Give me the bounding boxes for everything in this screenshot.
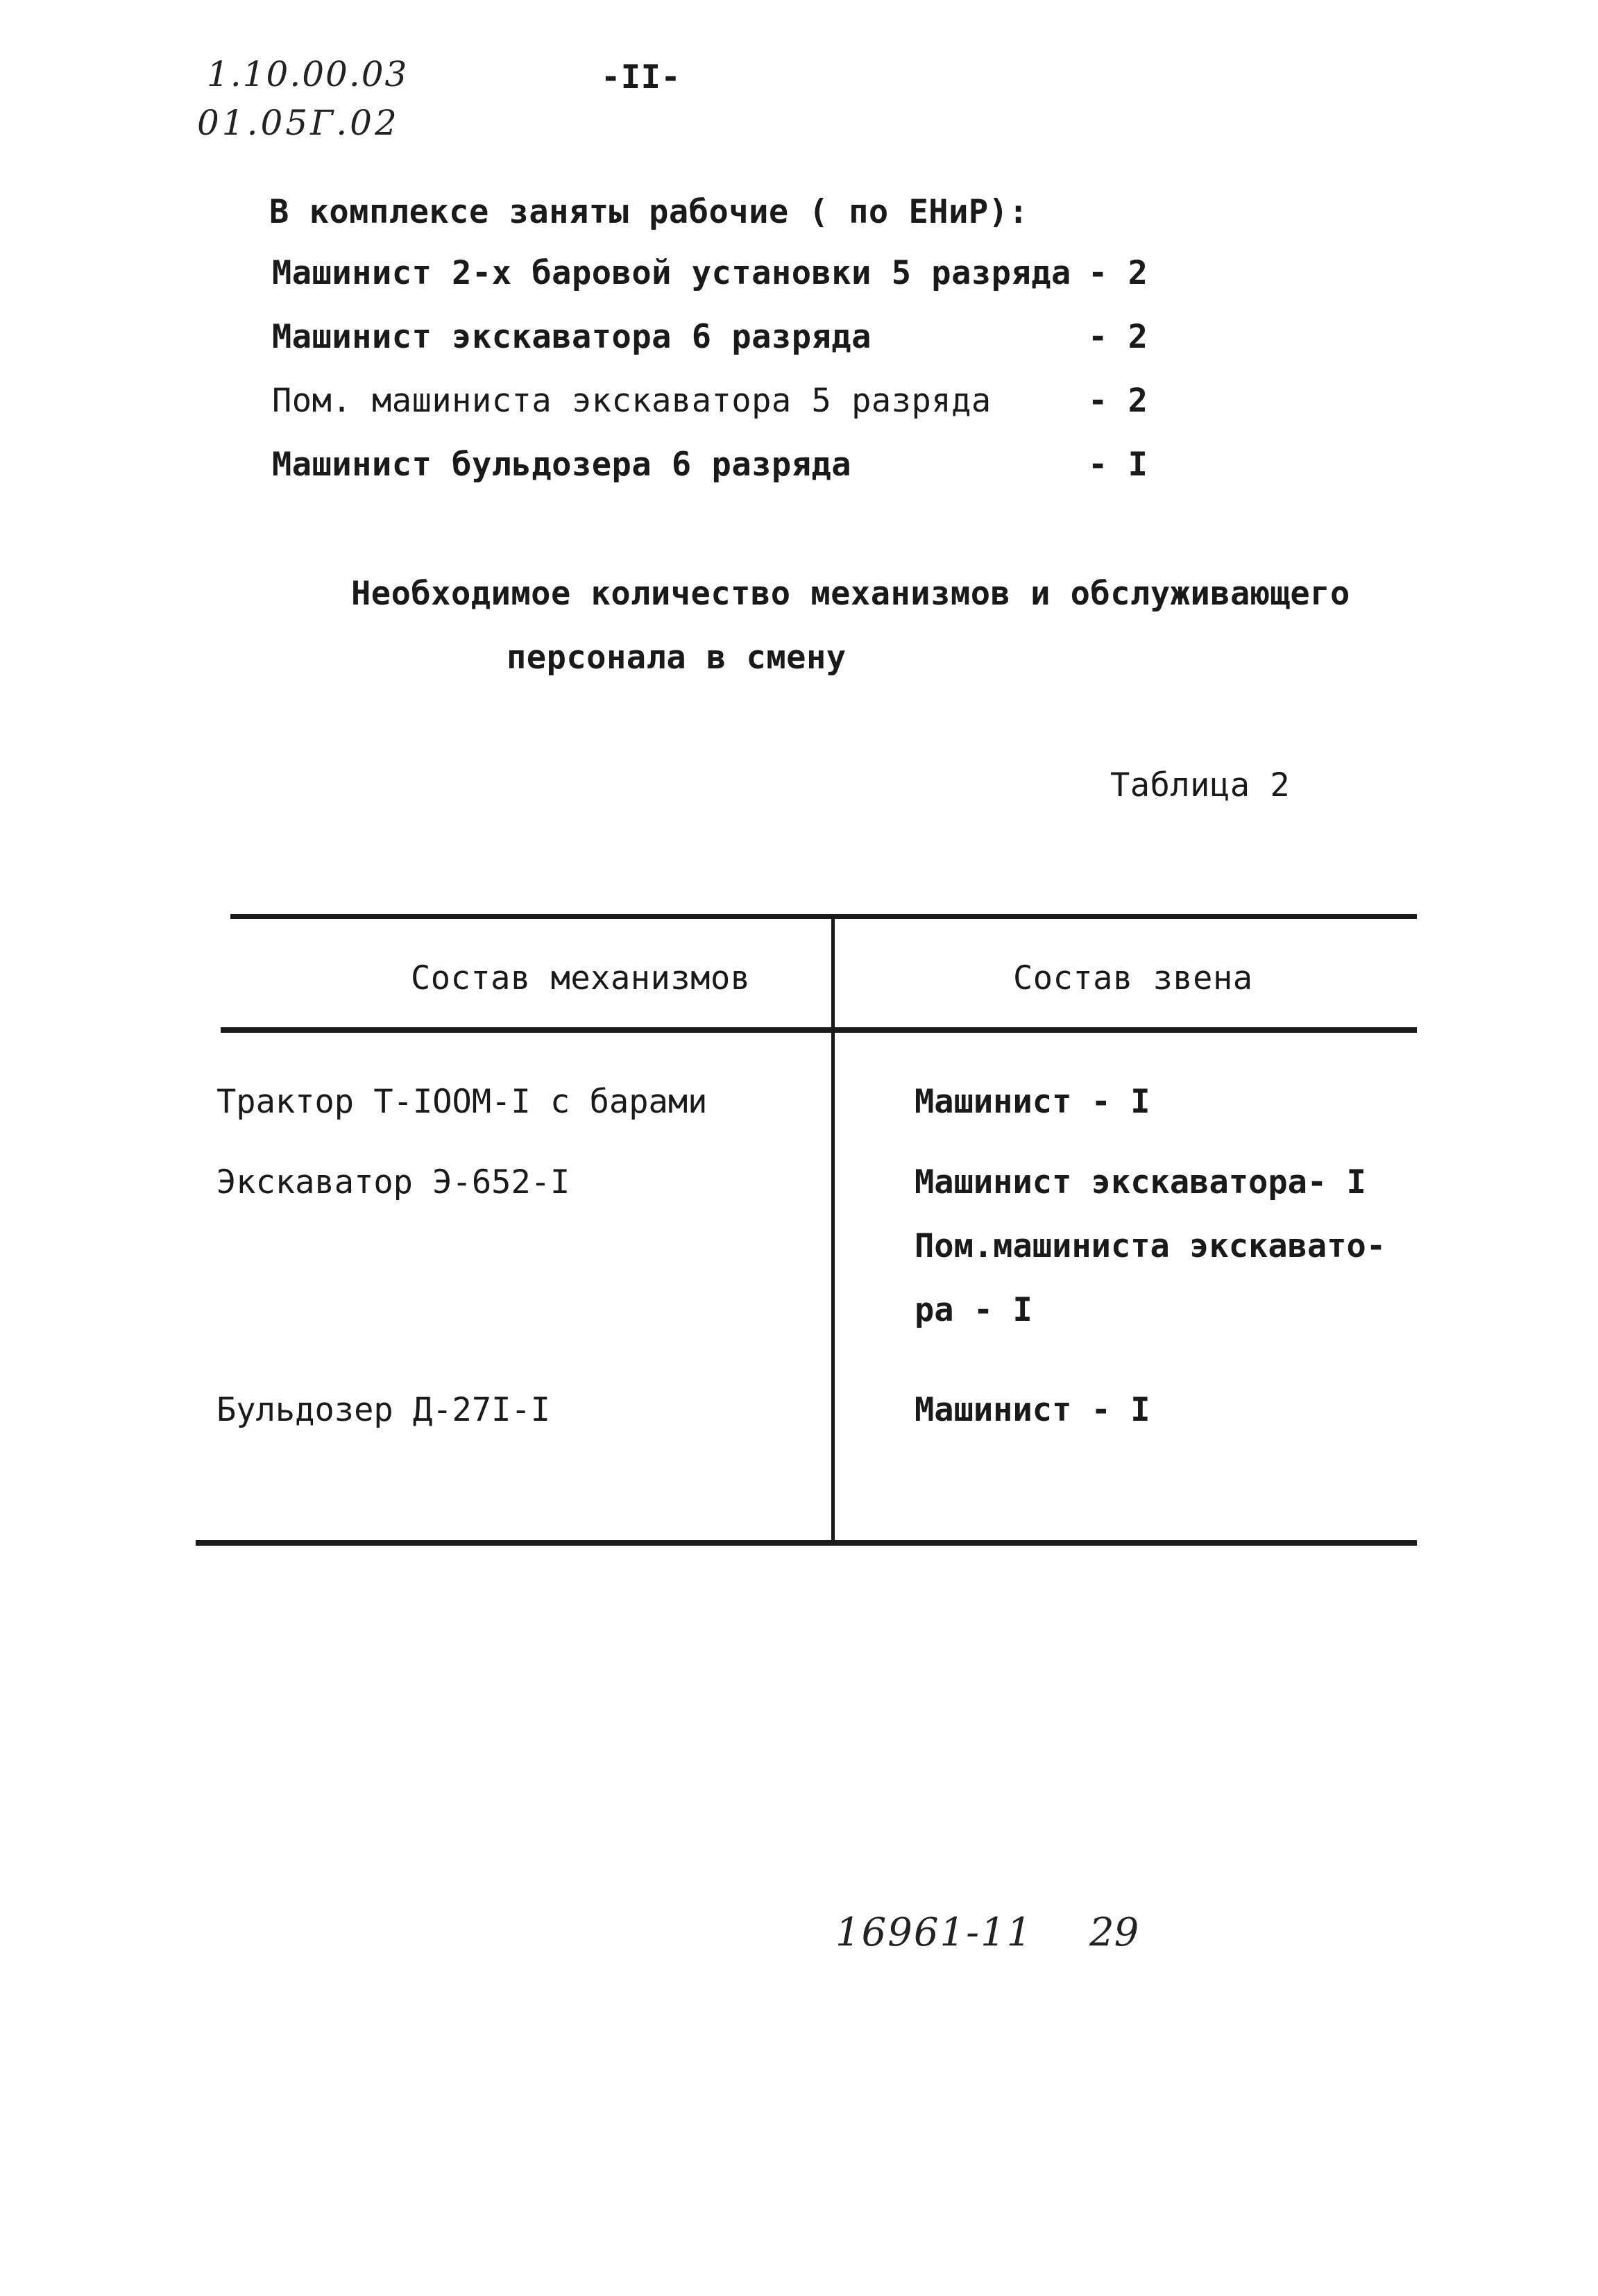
section-heading-continued: персонала в смену [507, 639, 847, 677]
table-cell-crew: Машинист - I [915, 1083, 1150, 1121]
crew-item-label: Машинист экскаватора 6 разряда [272, 318, 872, 356]
document-registration-number: 16961-11 [835, 1910, 1033, 1955]
crew-item-count: - 2 [1088, 382, 1148, 420]
table-header-rule [221, 1027, 1417, 1033]
table-column-header: Состав звена [1013, 959, 1253, 997]
table-cell-mechanism: Бульдозер Д-27I-I [216, 1391, 551, 1429]
table-column-divider [831, 915, 835, 1544]
table-bottom-rule [196, 1540, 1417, 1546]
crew-item-label: Пом. машиниста экскаватора 5 разряда [272, 382, 992, 420]
crew-item-label: Машинист 2-х баровой установки 5 разряда [272, 254, 1071, 292]
crew-item-count: - 2 [1088, 318, 1148, 356]
sheet-number: 29 [1089, 1910, 1139, 1955]
page-number: -II- [601, 58, 681, 96]
table-cell-crew: Машинист экскаватора- I [915, 1163, 1366, 1201]
table-cell-crew: Машинист - I [915, 1391, 1150, 1429]
section-heading: Необходимое количество механизмов и обслуживающего [351, 575, 1350, 613]
table-cell-mechanism: Трактор Т-IOOМ-I с барами [216, 1083, 708, 1121]
table-top-rule [230, 914, 1417, 919]
crew-item-count: - 2 [1088, 254, 1148, 292]
table-cell-mechanism: Экскаватор Э-652-I [216, 1163, 570, 1201]
crew-list-intro: В комплексе заняты рабочие ( по ЕНиР): [269, 193, 1029, 231]
crew-item-label: Машинист бульдозера 6 разряда [272, 446, 852, 484]
document-code-line1: 1.10.00.03 [207, 54, 409, 94]
crew-item-count: - I [1088, 446, 1148, 484]
document-code-line2: 01.05Г.02 [197, 103, 400, 143]
table-cell-crew: ра - I [915, 1291, 1032, 1329]
table-caption: Таблица 2 [1110, 766, 1291, 804]
table-column-header: Состав механизмов [411, 959, 751, 997]
table-cell-crew: Пом.машиниста экскавато- [915, 1227, 1386, 1265]
